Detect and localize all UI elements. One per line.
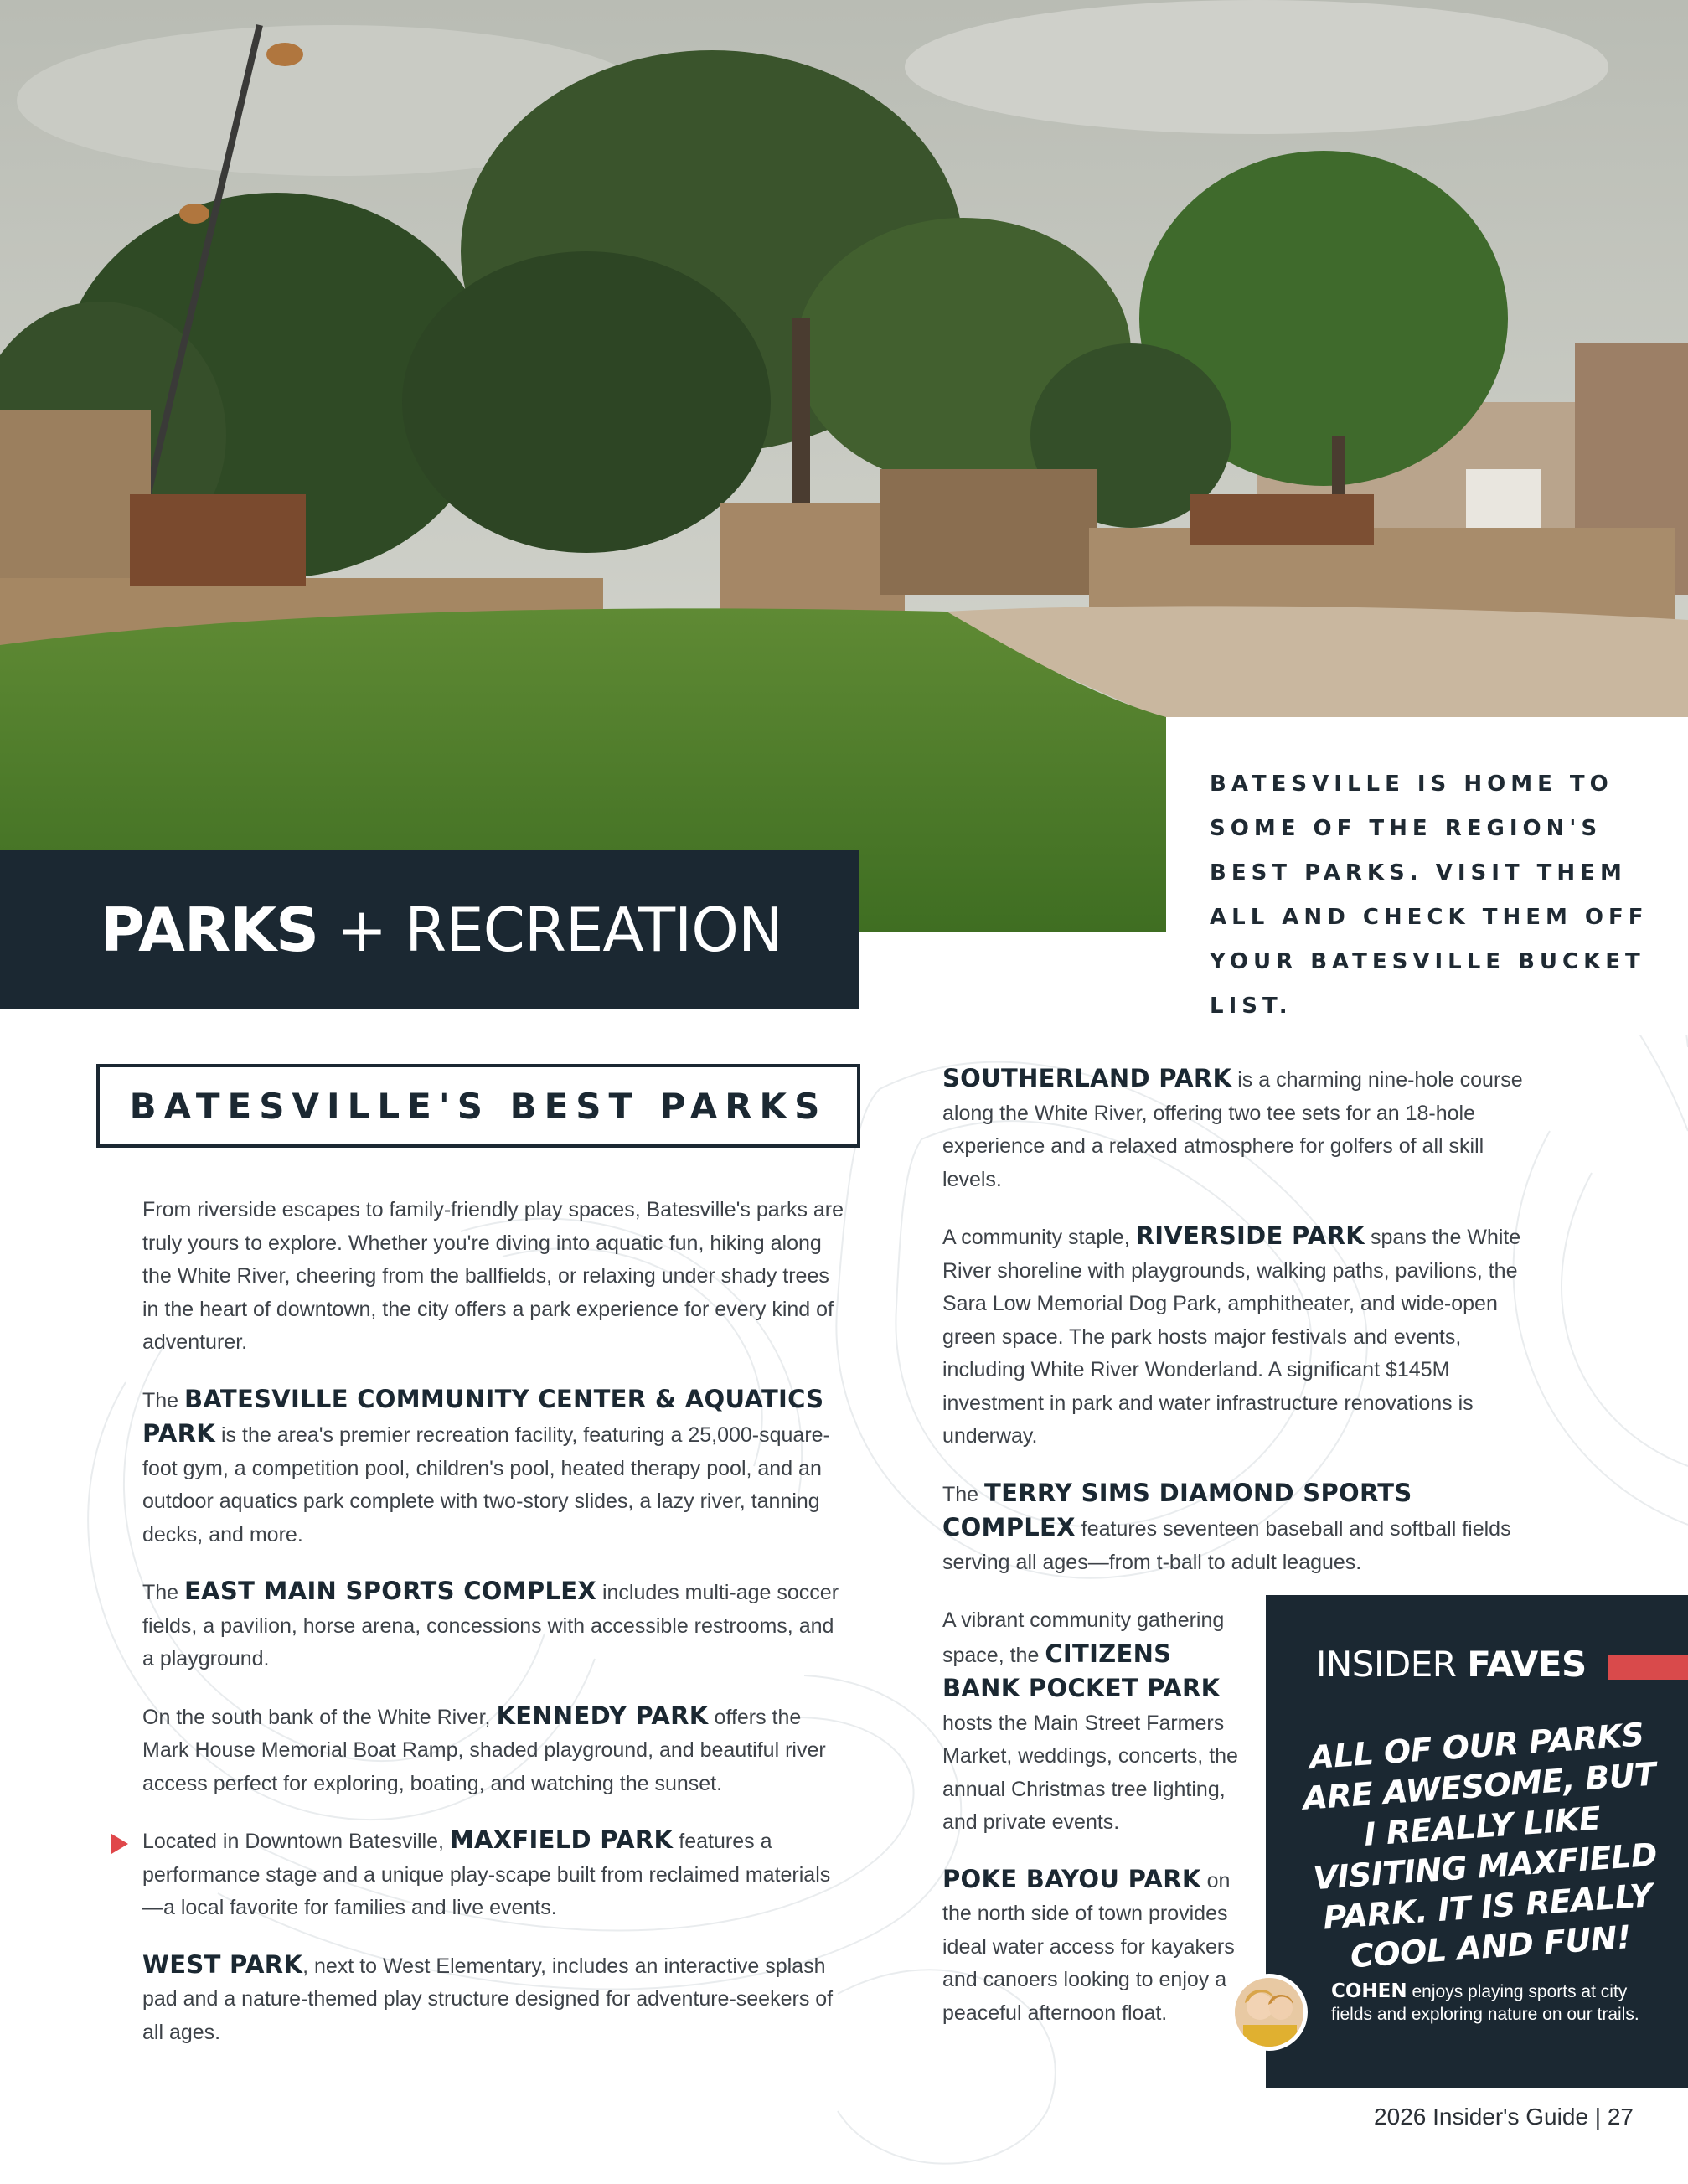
insider-faves-title xyxy=(1316,1644,1587,1685)
title-rest: + RECREATION xyxy=(317,895,782,965)
publication-name: 2026 Insider's Guide xyxy=(1374,2104,1588,2130)
page-title xyxy=(101,894,782,966)
faves-title-bold: FAVES xyxy=(1467,1644,1587,1685)
park-name: BATESVILLE COMMUNITY CENTER & AQUATICS PARK xyxy=(142,1384,824,1448)
left-column xyxy=(142,1194,846,2073)
page-footer xyxy=(1374,2104,1634,2130)
intro-paragraph: From riverside escapes to family-friendly play spaces, Batesville's parks are truly yours to explore. Whether you're diving into aquatic fun, hiking along the White River, cheering from the ballfields, or relaxing under shady trees in the heart of downtown, the city offers a park experience for every kind of adventurer. xyxy=(142,1198,844,1354)
avatar xyxy=(1231,1974,1308,2051)
kid-bio xyxy=(1331,1980,1649,2026)
park-paragraph xyxy=(142,1575,846,1676)
park-name: MAXFIELD PARK xyxy=(449,1825,674,1854)
park-paragraph xyxy=(942,1062,1529,1196)
tagline-text: BATESVILLE IS HOME TO SOME OF THE REGION'S BEST PARKS. VISIT THEM ALL AND CHECK THEM OFF YOUR BATESVILLE BUCKET LIST. xyxy=(1210,772,1649,1019)
park-paragraph xyxy=(942,1477,1529,1580)
park-paragraph xyxy=(142,1700,846,1801)
pointer-arrow-icon xyxy=(111,1834,128,1854)
park-paragraph xyxy=(142,1383,846,1552)
park-paragraph xyxy=(942,1604,1257,1840)
faves-title-light: INSIDER xyxy=(1316,1644,1468,1685)
paragraph-lead: The xyxy=(142,1581,185,1604)
kid-name: COHEN xyxy=(1331,1980,1407,2002)
paragraph-text: hosts the Main Street Farmers Market, weddings, concerts, the annual Christmas tree lighting, and private events. xyxy=(942,1711,1238,1834)
paragraph-text: includes multi-age soccer fields, a pavilion, horse arena, concessions with accessible restrooms, and a playground. xyxy=(142,1581,839,1670)
footer-separator: | xyxy=(1588,2104,1608,2130)
park-paragraph xyxy=(142,1949,846,2050)
title-bold: PARKS xyxy=(101,895,318,965)
paragraph-text: features a performance stage and a unique play-scape built from reclaimed materials—a local favorite for families and live events. xyxy=(142,1830,831,1919)
park-paragraph xyxy=(142,1824,846,1925)
tagline-panel xyxy=(1166,717,1688,1035)
section-heading-box xyxy=(96,1064,860,1148)
child-photo-icon xyxy=(1235,1978,1303,2047)
park-name: EAST MAIN SPORTS COMPLEX xyxy=(184,1577,596,1605)
paragraph-text: is the area's premier recreation facility, featuring a 25,000-square-foot gym, a competition pool, children's pool, heated therapy pool, and an outdoor aquatics park complete with two-story slides, a lazy river, tanning decks, and more. xyxy=(142,1423,830,1546)
section-heading: BATESVILLE'S BEST PARKS xyxy=(129,1085,828,1127)
park-name: TERRY SIMS DIAMOND SPORTS COMPLEX xyxy=(942,1478,1412,1541)
paragraph-text: is a charming nine-hole course along the White River, offering two tee sets for an 18-hole experience and a relaxed atmosphere for golfers of all skill levels. xyxy=(942,1068,1523,1191)
paragraph-text: features seventeen baseball and softball fields serving all ages—from t-ball to adult leagues. xyxy=(942,1517,1511,1574)
paragraph-text: , next to West Elementary, includes an interactive splash pad and a nature-themed play structure designed for adventure-seekers of all ages. xyxy=(142,1954,834,2044)
paragraph-lead: On the south bank of the White River, xyxy=(142,1705,497,1729)
page-number: 27 xyxy=(1607,2104,1634,2130)
accent-bar xyxy=(1608,1655,1688,1680)
paragraph-lead: A vibrant community gathering space, the xyxy=(942,1608,1225,1667)
title-bar xyxy=(0,850,859,1009)
park-paragraph xyxy=(942,1220,1529,1453)
paragraph-lead: Located in Downtown Batesville, xyxy=(142,1830,450,1853)
park-name: RIVERSIDE PARK xyxy=(1135,1221,1365,1250)
right-column-narrow xyxy=(942,1604,1257,2053)
kid-bio-text: enjoys playing sports at city fields and exploring nature on our trails. xyxy=(1331,1982,1639,2024)
park-name: KENNEDY PARK xyxy=(496,1701,709,1730)
paragraph-text: on the north side of town provides ideal water access for kayakers and canoers looking to enjoy a peaceful afternoon float. xyxy=(942,1868,1235,2025)
paragraph-text: offers the Mark House Memorial Boat Ramp, shaded playground, and beautiful river access perfect for exploring, boating, and watching the sunset. xyxy=(142,1705,826,1795)
paragraph-lead: A community staple, xyxy=(942,1226,1136,1249)
park-name: WEST PARK xyxy=(142,1949,303,1979)
park-name: CITIZENS BANK POCKET PARK xyxy=(942,1639,1221,1702)
kid-quote: ALL OF OUR PARKS ARE AWESOME, BUT I REALLY LIKE VISITING MAXFIELD PARK. IT IS REALLY COOL AND FUN! xyxy=(1301,1716,1659,1975)
paragraph-lead: The xyxy=(942,1482,985,1506)
park-name: SOUTHERLAND PARK xyxy=(942,1064,1232,1092)
right-column xyxy=(942,1062,1529,1603)
paragraph-lead: The xyxy=(142,1388,185,1412)
park-name: POKE BAYOU PARK xyxy=(942,1864,1201,1893)
insider-faves-box xyxy=(1266,1595,1688,2088)
paragraph-text: spans the White River shoreline with playgrounds, walking paths, pavilions, the Sara Low Memorial Dog Park, amphitheater, and wide-open green space. The park hosts major festivals and events, including White River Wonderland. A significant $145M investment in park and water infrastructure renovations is underway. xyxy=(942,1226,1521,1448)
park-paragraph xyxy=(942,1863,1257,2031)
